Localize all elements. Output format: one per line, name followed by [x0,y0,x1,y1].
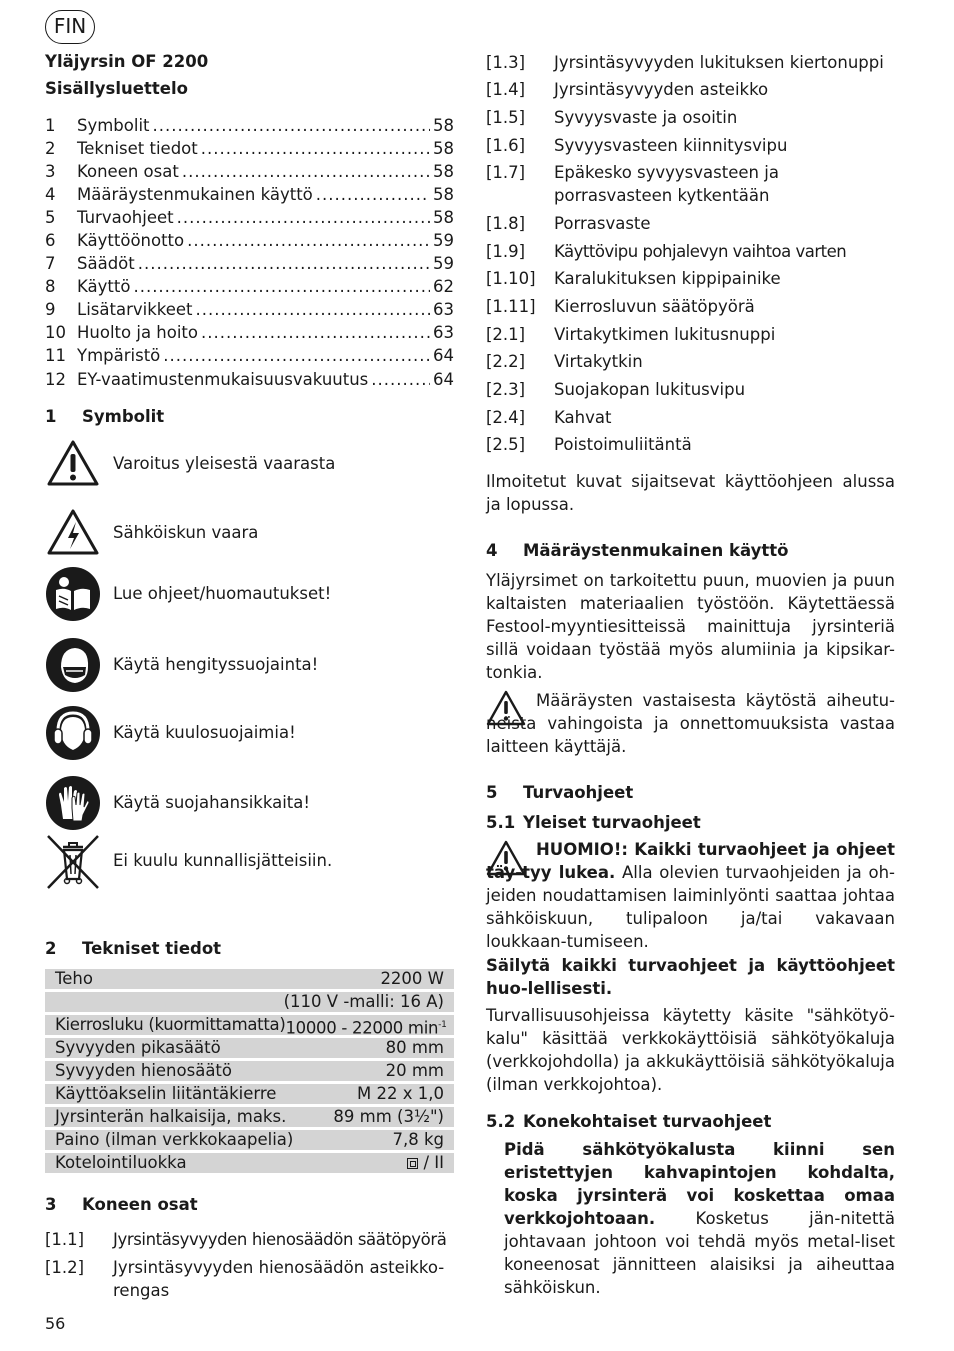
toc-row[interactable]: 12 EY-vaatimustenmukaisuusvakuutus ..... 64 [45,369,454,391]
symbol-row: Varoitus yleisestä vaarasta [45,436,454,496]
section-2-heading: 2 Tekniset tiedot [45,939,222,958]
toc-row[interactable]: 8 Käyttö ..... 62 [45,276,454,298]
section-4-heading: 4 Määräystenmukainen käyttö [486,541,789,560]
section-4-text: Yläjyrsimet on tarkoitettu puun, muovien ja puun kaltaisten materiaalien työstöön. Käytettäessä Festool-myyntiesitteissä mainittuja jyrsinteriä sillä voidaan työstää myös alumiinia ja kipsikar-tonkia. [486,571,895,682]
ear-protection-icon [45,705,101,761]
toc-row[interactable]: 2 Tekniset tiedot ..... 58 [45,138,454,160]
toc-row[interactable]: 4 Määräystenmukainen käyttö ..... 58 [45,184,454,206]
toc-row[interactable]: 7 Säädöt ..... 59 [45,253,454,275]
gloves-icon [45,775,101,831]
respirator-icon [45,637,101,693]
protection-class-icon [407,1158,418,1169]
warning-triangle-icon [45,436,101,492]
section-5-1-heading: 5.1 Yleiset turvaohjeet [486,813,701,832]
document-title: Yläjyrsin OF 2200 [45,52,209,71]
table-row: Jyrsinterän halkaisija, maks. 89 mm (3½") [45,1107,454,1127]
symbol-row: Käytä hengityssuojainta! [45,637,454,697]
toc-row[interactable]: 10 Huolto ja hoito ..... 63 [45,322,454,344]
toc-row[interactable]: 11 Ympäristö ..... 64 [45,345,454,367]
section-5-2-text: Pidä sähkötyökalusta kiinni sen eristettyjen kahvapintojen kohdalta, koska jyrsinterä voi koskettaa omaa verkkojohtoaan. Kosketus jän-nitettä johtavaan johtoon voi tehdä myös metal-liset koneenosat jännitteen alaisiksi ja aiheuttaa sähköiskun. [504,1140,895,1297]
table-row: Syvyyden pikasäätö 80 mm [45,1038,454,1058]
figures-note: Ilmoitetut kuvat sijaitsevat käyttöohjeen alussa ja lopussa. [486,472,895,514]
page-number: 56 [45,1314,66,1333]
section-5-2-heading: 5.2 Konekohtaiset turvaohjeet [486,1112,772,1131]
symbol-row: Sähköiskun vaara [45,505,454,565]
table-row: (110 V -malli: 16 A) [45,992,454,1012]
toc-row[interactable]: 5 Turvaohjeet ..... 58 [45,207,454,229]
toc-row[interactable]: 1 Symbolit ..... 58 [45,115,454,137]
section-5-1-keep: Säilytä kaikki turvaohjeet ja käyttöohjeet huo-lellisesti. [486,956,895,998]
language-badge: FIN [45,10,95,44]
toc-row[interactable]: 3 Koneen osat ..... 58 [45,161,454,183]
toc-row[interactable]: 9 Lisätarvikkeet ..... 63 [45,299,454,321]
table-row: Syvyyden hienosäätö 20 mm [45,1061,454,1081]
toc-title: Sisällysluettelo [45,79,188,98]
symbol-row: Käytä kuulosuojaimia! [45,705,454,765]
toc-row[interactable]: 6 Käyttöönotto ..... 59 [45,230,454,252]
symbol-row: Lue ohjeet/huomautukset! [45,566,454,626]
symbol-row: Käytä suojahansikkaita! [45,775,454,835]
section-5-heading: 5 Turvaohjeet [486,783,634,802]
section-5-1-warning: HUOMIO!: Kaikki turvaohjeet ja ohjeet täy-tyy lukea. Alla olevien turvaohjeiden ja oh-jeiden noudattamisen laiminlyönti saattaa johtaa sähköiskuun, tulipaloon ja/tai vakavaan loukkaan-tumiseen. [486,840,895,951]
section-5-1-term: Turvallisuusohjeissa käytetty käsite "sähkötyö-kalu" käsittää verkkokäyttöisiä sähkötyökaluja (verkkojohdolla) ja akkukäyttöisiä sähkötyökaluja (ilman verkkojohtoa). [486,1006,895,1094]
table-row: Käyttöakselin liitäntäkierre M 22 x 1,0 [45,1084,454,1104]
crossed-bin-icon [45,833,101,889]
electric-shock-icon [45,505,101,561]
table-row: Kierrosluku (kuormittamatta) 10000 - 22000 $\min^{-1}$ [45,1015,454,1035]
symbol-row: Ei kuulu kunnallisjätteisiin. [45,833,454,893]
table-row: Paino (ilman verkkokaapelia) 7,8 kg [45,1130,454,1150]
section-4-warning: Määräysten vastaisesta käytöstä aiheutu-neista vahingoista ja onnettomuuksista vastaa laitteen käyttäjä. [486,691,895,756]
table-row: Kotelointiluokka / II [45,1153,454,1173]
read-manual-icon [45,566,101,622]
section-3-heading: 3 Koneen osat [45,1195,198,1214]
section-1-heading: 1 Symbolit [45,407,165,426]
table-row: Teho 2200 W [45,969,454,989]
